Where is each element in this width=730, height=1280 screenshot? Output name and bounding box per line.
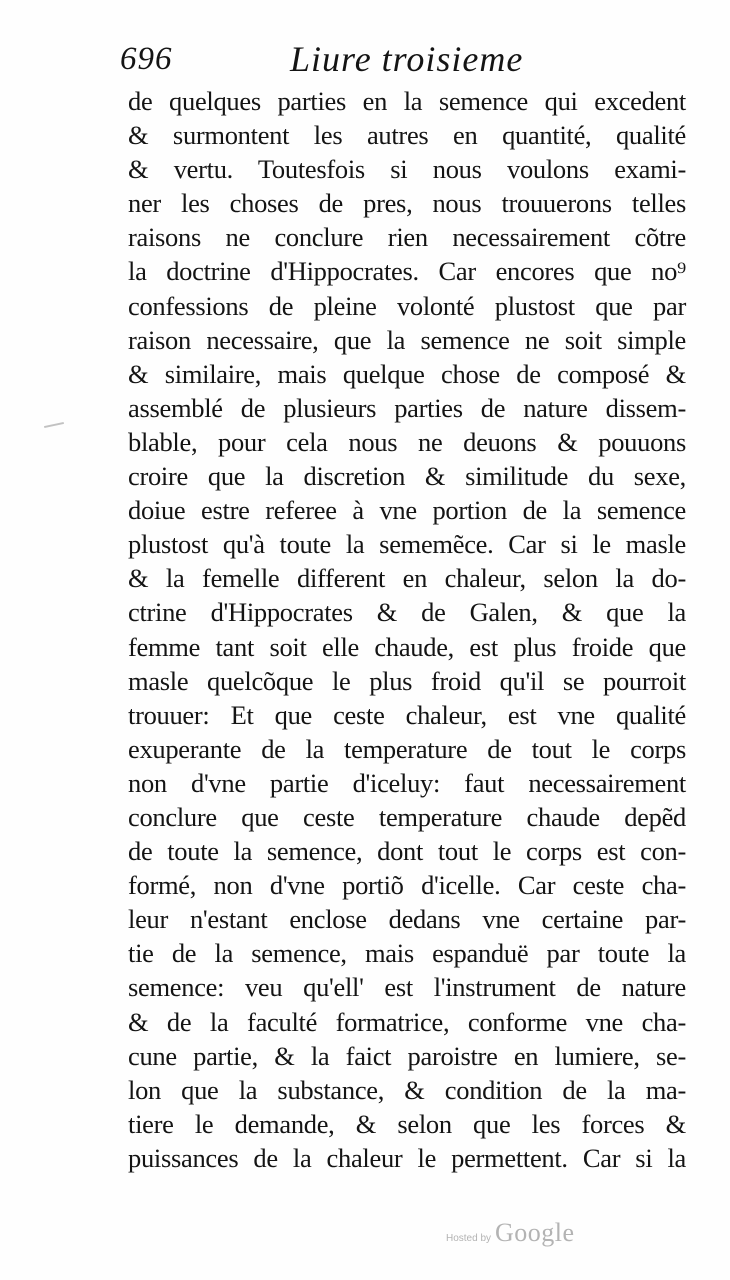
text-line: femme tant soit elle chaude, est plus froide que <box>128 631 686 662</box>
text-line: blable, pour cela nous ne deuons & pouuons <box>128 426 686 457</box>
hosted-by-watermark <box>446 1218 575 1248</box>
body-text <box>128 84 686 1175</box>
text-line: plustost qu'à toute la sememẽce. Car si le masle <box>128 529 686 560</box>
text-line: raisons ne conclure rien necessairement cõtre <box>128 222 686 253</box>
watermark-prefix: Hosted by <box>446 1233 492 1244</box>
text-line: semence: veu qu'ell' est l'instrument de nature <box>128 972 686 1003</box>
text-line: croire que la discretion & similitude du sexe, <box>128 461 686 492</box>
text-line: raison necessaire, que la semence ne soit simple <box>128 324 686 355</box>
running-title: Liure troisieme <box>290 39 524 79</box>
text-line: & similaire, mais quelque chose de composé & <box>128 358 686 389</box>
text-line: & de la faculté formatrice, conforme vne cha- <box>128 1006 686 1037</box>
text-line: lon que la substance, & condition de la ma- <box>128 1074 686 1105</box>
text-line: ner les choses de pres, nous trouuerons telles <box>128 188 686 219</box>
text-line: & la femelle different en chaleur, selon la do- <box>128 563 686 594</box>
text-line: de quelques parties en la semence qui excedent <box>128 86 686 116</box>
text-line: conclure que ceste temperature chaude depẽd <box>128 801 686 832</box>
text-line: tiere le demande, & selon que les forces & <box>128 1108 686 1139</box>
text-line: de toute la semence, dont tout le corps est con- <box>128 836 686 867</box>
text-line: trouuer: Et que ceste chaleur, est vne qualité <box>128 699 686 730</box>
text-line: doiue estre referee à vne portion de la semence <box>128 495 686 526</box>
margin-mark <box>44 422 64 428</box>
text-line: assemblé de plusieurs parties de nature dissem- <box>128 392 686 423</box>
watermark-logo: Google <box>495 1218 575 1247</box>
page-number: 696 <box>120 41 173 77</box>
text-line: exuperante de la temperature de tout le corps <box>128 733 686 764</box>
text-line: & surmontent les autres en quantité, qualité <box>128 120 686 151</box>
text-line: non d'vne partie d'iceluy: faut necessairement <box>128 767 686 798</box>
text-line: formé, non d'vne portiõ d'icelle. Car ceste cha- <box>128 870 686 901</box>
text-line: ctrine d'Hippocrates & de Galen, & que la <box>128 597 686 628</box>
text-line: cune partie, & la faict paroistre en lumiere, se- <box>128 1040 686 1071</box>
text-line: confessions de pleine volonté plustost que par <box>128 290 686 321</box>
text-line: masle quelcõque le plus froid qu'il se pourroit <box>128 665 686 696</box>
text-line: & vertu. Toutesfois si nous voulons exami- <box>128 154 686 185</box>
text-line: puissances de la chaleur le permettent. Car si la <box>128 1142 686 1173</box>
page-header <box>120 36 680 82</box>
text-line: la doctrine d'Hippocrates. Car encores que no⁹ <box>128 256 686 287</box>
text-line: leur n'estant enclose dedans vne certaine par- <box>128 904 686 935</box>
text-line: tie de la semence, mais espanduë par toute la <box>128 938 686 969</box>
